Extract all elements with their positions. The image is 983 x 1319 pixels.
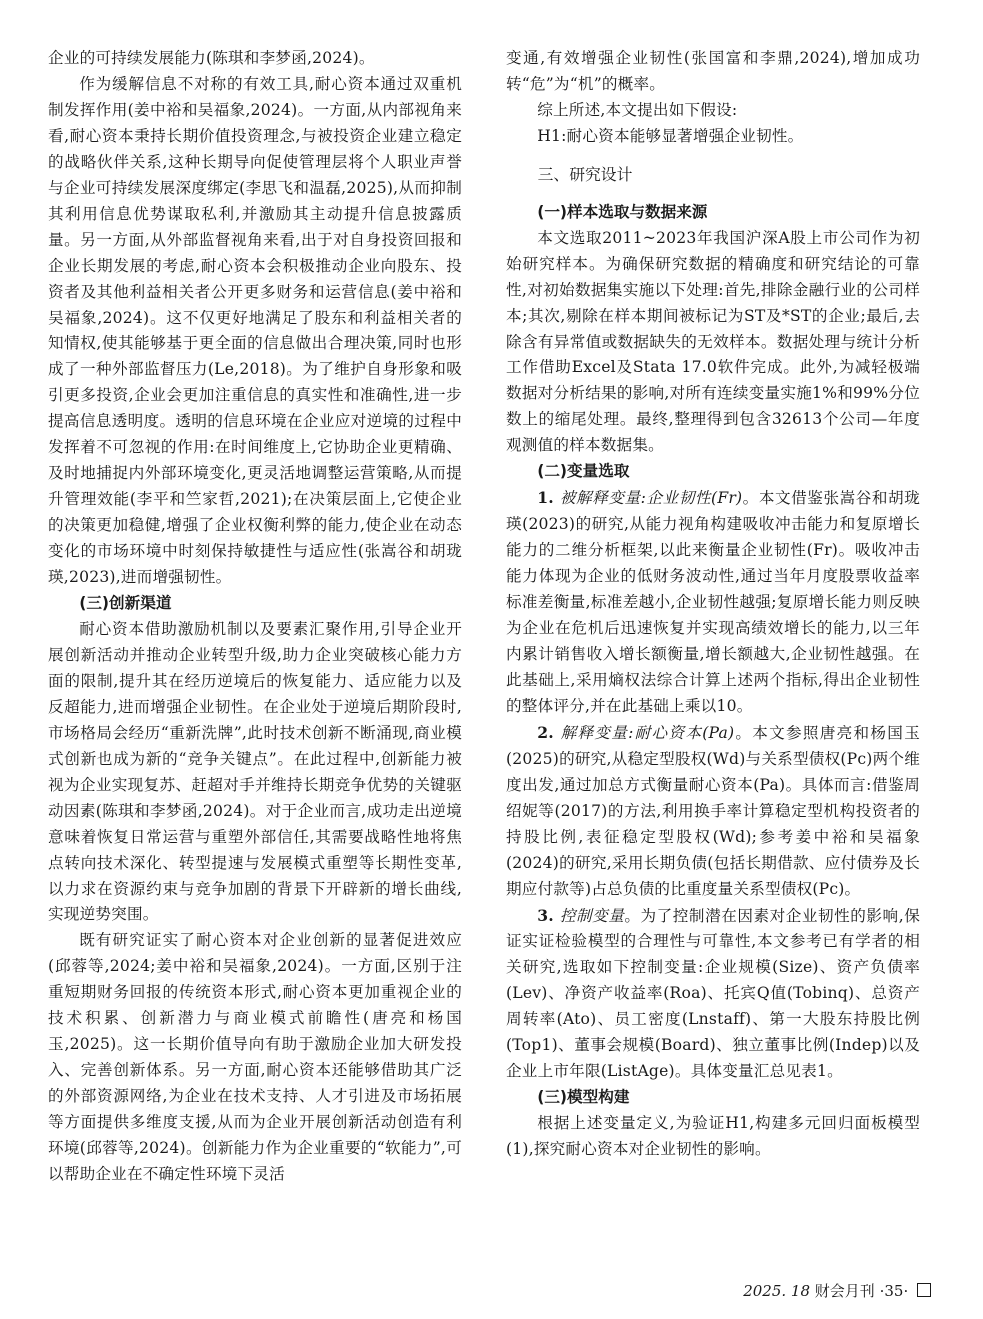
item-term: 解释变量:耐心资本(Pa) [560,723,735,742]
item-number: 2. [537,722,561,742]
item-term: 控制变量 [559,906,625,925]
right-column [506,46,920,1163]
variable-dependent [506,485,920,720]
section-heading-model: (三)模型构建 [537,1088,630,1107]
paragraph: 综上所述,本文提出如下假设: [537,100,738,119]
item-text: 。本文参照唐亮和杨国玉(2025)的研究,从稳定型股权(Wd)与关系型债权(Pc)两个维度出发,通过加总方式衡量耐心资本(Pa)。具体而言:借鉴周绍妮等(2017)的方法,利用换手率计算稳定型机构投资者的持股比例,表征稳定型股权(Wd);参考姜中裕和吴福象(2024)的研究,采用长期负债(包括长期借款、应付债券及长期应付款等)占总负债的比重度量关系型债权(Pc)。 [506,723,920,898]
left-column [48,46,462,1188]
paragraph: 根据上述变量定义,为验证H1,构建多元回归面板模型(1),探究耐心资本对企业韧性的影响。 [506,1114,920,1159]
variable-independent [506,720,920,903]
hypothesis-h1: H1:耐心资本能够显著增强企业韧性。 [537,126,804,145]
item-number: 1. [537,488,560,508]
issue-number: 2025. 18 [743,1282,811,1300]
paragraph: 变通,有效增强企业韧性(张国富和李鼎,2024),增加成功转“危”为“机”的概率。 [506,49,920,93]
section-heading-sample: (一)样本选取与数据来源 [537,202,708,221]
paragraph: 企业的可持续发展能力(陈琪和李梦函,2024)。 [48,49,375,67]
section-heading-research-design: 三、研究设计 [537,164,633,184]
page-number: ·35· [879,1282,909,1300]
item-number: 3. [537,905,560,925]
journal-name: 财会月刊 [814,1282,875,1300]
square-mark-icon [917,1283,931,1297]
item-term: 被解释变量:企业韧性(Fr) [559,489,743,508]
section-heading-innovation-channel: (三)创新渠道 [79,594,172,613]
item-text: 。本文借鉴张嵩谷和胡珑瑛(2023)的研究,从能力视角构建吸收冲击能力和复原增长能力的二维分析框架,以此来衡量企业韧性(Fr)。吸收冲击能力体现为企业的低财务波动性,通过当年月度股票收益率标准差衡量,标准差越小,企业韧性越强;复原增长能力则反映为企业在危机后迅速恢复并实现高绩效增长的能力,以三年内累计销售收入增长额衡量,增长额越大,企业韧性越强。在此基础上,采用熵权法综合计算上述两个指标,得出企业韧性的整体评分,并在此基础上乘以10。 [506,489,921,715]
paragraph: 既有研究证实了耐心资本对企业创新的显著促进效应(邱蓉等,2024;姜中裕和吴福象,2024)。一方面,区别于注重短期财务回报的传统资本形式,耐心资本更加重视企业的技术积累、创新潜力与商业模式前瞻性(唐亮和杨国玉,2025)。这一长期价值导向有助于激励企业加大研发投入、完善创新体系。另一方面,耐心资本还能够借助其广泛的外部资源网络,为企业在技术支持、人才引进及市场拓展等方面提供多维度支援,从而为企业开展创新活动创造有利环境(邱蓉等,2024)。创新能力作为企业重要的“软能力”,可以帮助企业在不确定性环境下灵活 [48,931,462,1183]
paragraph: 耐心资本借助激励机制以及要素汇聚作用,引导企业开展创新活动并推动企业转型升级,助力企业突破核心能力方面的限制,提升其在经历逆境后的恢复能力、适应能力以及反超能力,进而增强企业韧性。在企业处于逆境后期阶段时,市场格局会经历“重新洗牌”,此时技术创新不断涌现,商业模式创新也成为新的“竞争关键点”。在此过程中,创新能力被视为企业实现复苏、赶超对手并维持长期竞争优势的关键驱动因素(陈琪和李梦函,2024)。对于企业而言,成功走出逆境意味着恢复日常运营与重塑外部信任,其需要战略性地将焦点转向技术深化、转型提速与发展模式重塑等长期性变革,以力求在资源约束与竞争加剧的背景下开辟新的增长曲线,实现逆势突围。 [48,619,462,924]
paragraph: 本文选取2011~2023年我国沪深A股上市公司作为初始研究样本。为确保研究数据的精确度和研究结论的可靠性,对初始数据集实施以下处理:首先,排除金融行业的公司样本;其次,剔除在样本期间被标记为ST及*ST的企业;最后,去除含有异常值或数据缺失的无效样本。数据处理与统计分析工作借助Excel及Stata 17.0软件完成。此外,为减轻极端数据对分析结果的影响,对所有连续变量实施1%和99%分位数上的缩尾处理。最终,整理得到包含32613个公司—年度观测值的样本数据集。 [506,228,920,455]
page-footer [743,1281,931,1301]
variable-controls [506,903,920,1086]
paragraph: 作为缓解信息不对称的有效工具,耐心资本通过双重机制发挥作用(姜中裕和吴福象,2024)。一方面,从内部视角来看,耐心资本秉持长期价值投资理念,与被投资企业建立稳定的战略伙伴关系,这种长期导向促使管理层将个人职业声誉与企业可持续发展深度绑定(李思飞和温磊,2025),从而抑制其利用信息优势谋取私利,并激励其主动提升信息披露质量。另一方面,从外部监督视角来看,出于对自身投资回报和企业长期发展的考虑,耐心资本会积极推动企业向股东、投资者及其他利益相关者公开更多财务和运营信息(姜中裕和吴福象,2024)。这不仅更好地满足了股东和利益相关者的知情权,使其能够基于更全面的信息做出合理决策,同时也形成了一种外部监督压力(Le,2018)。为了维护自身形象和吸引更多投资,企业会更加注重信息的真实性和准确性,进一步提高信息透明度。透明的信息环境在企业应对逆境的过程中发挥着不可忽视的作用:在时间维度上,它协助企业更精确、及时地捕捉内外部环境变化,更灵活地调整运营策略,从而提升管理效能(李平和竺家哲,2021);在决策层面上,它使企业的决策更加稳健,增强了企业权衡利弊的能力,使企业在动态变化的市场环境中时刻保持敏捷性与适应性(张嵩谷和胡珑瑛,2023),进而增强韧性。 [48,74,462,587]
section-heading-variables: (二)变量选取 [537,462,630,481]
item-text: 。为了控制潜在因素对企业韧性的影响,保证实证检验模型的合理性与可靠性,本文参考已有学者的相关研究,选取如下控制变量:企业规模(Size)、资产负债率(Lev)、净资产收益率(Roa)、托宾Q值(Tobinq)、总资产周转率(Ato)、员工密度(Lnstaff)、第一大股东持股比例(Top1)、董事会规模(Board)、独立董事比例(Indep)以及企业上市年限(ListAge)。具体变量汇总见表1。 [506,906,920,1081]
